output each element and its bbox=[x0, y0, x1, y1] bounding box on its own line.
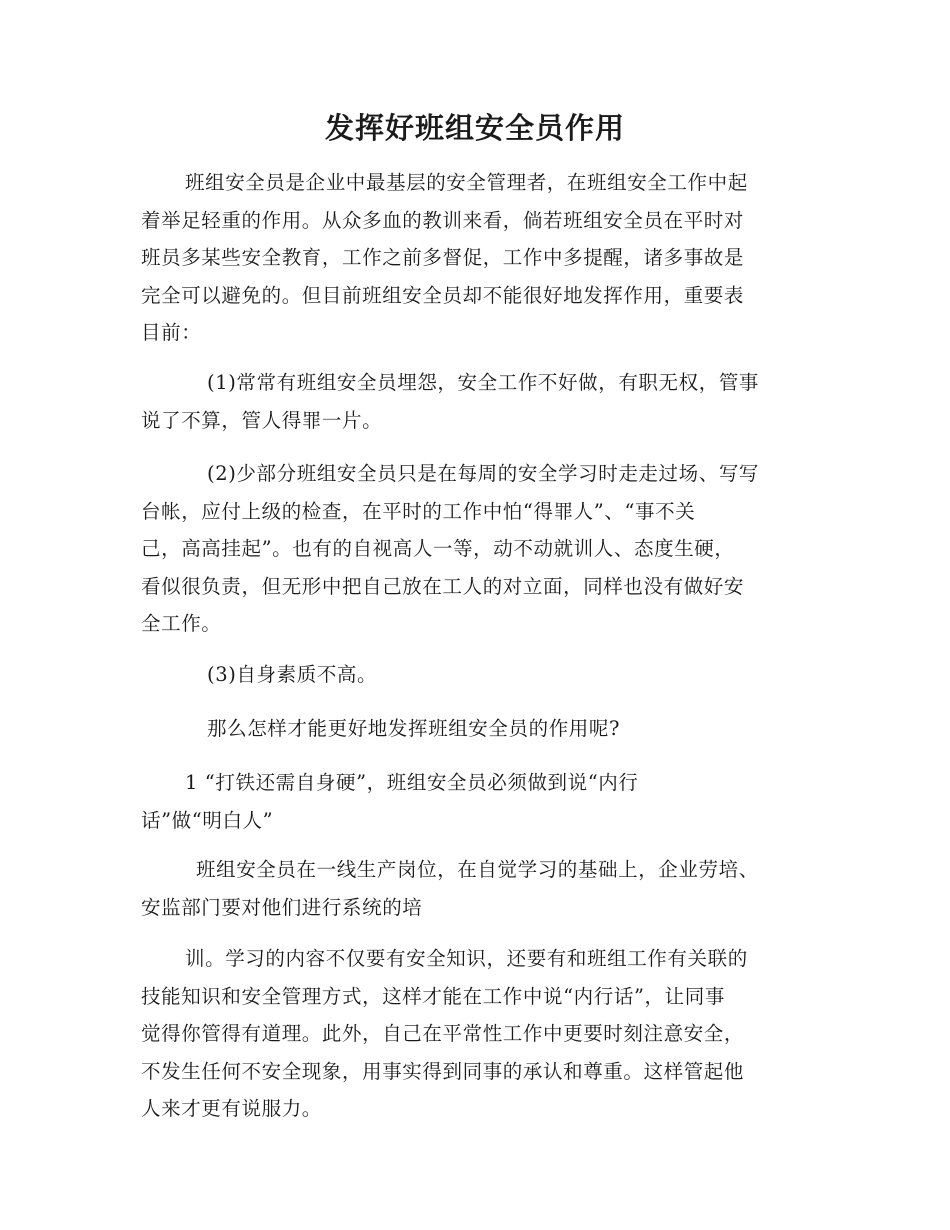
paragraph-point-1 bbox=[141, 364, 805, 439]
section-heading-1 bbox=[141, 764, 805, 839]
paragraph-training-intro bbox=[141, 851, 805, 926]
text-line: 班员多某些安全教育，工作之前多督促，工作中多提醒，诸多事故是 bbox=[141, 246, 745, 269]
text-line: 人来才更有说服力。 bbox=[141, 1097, 322, 1120]
text-line: 台帐，应付上级的检查，在平时的工作中怕“得罪人”、“事不关 bbox=[141, 499, 696, 523]
text-line: 觉得你管得有道理。此外，自己在平常性工作中更要时刻注意安全， bbox=[141, 1022, 745, 1045]
text-line: (3)自身素质不高。 bbox=[207, 663, 378, 686]
text-line: 看似很负责，但无形中把自己放在工人的对立面，同样也没有做好安 bbox=[141, 574, 745, 598]
paragraph-question bbox=[141, 710, 805, 748]
text-line: 那么怎样才能更好地发挥班组安全员的作用呢? bbox=[207, 717, 621, 740]
text-line: 训。学习的内容不仅要有安全知识，还要有和班组工作有关联的 bbox=[185, 947, 748, 970]
text-line: (1)常常有班组安全员埋怨，安全工作不好做，有职无权，管事 bbox=[207, 371, 760, 394]
text-line: 话”做“明白人” bbox=[141, 808, 274, 832]
paragraph-intro bbox=[141, 164, 805, 352]
text-line: 安监部门要对他们进行系统的培 bbox=[141, 895, 423, 919]
text-line: 目前： bbox=[141, 321, 202, 344]
text-line: 着举足轻重的作用。从众多血的教训来看，倘若班组安全员在平时对 bbox=[141, 208, 745, 232]
text-line: 班组安全员是企业中最基层的安全管理者，在班组安全工作中起 bbox=[185, 171, 748, 194]
text-line: (2)少部分班组安全员只是在每周的安全学习时走走过场、写写 bbox=[207, 462, 760, 485]
text-line: 不发生任何不安全现象，用事实得到同事的承认和尊重。这样管起他 bbox=[141, 1059, 745, 1083]
text-line: 全工作。 bbox=[141, 612, 222, 635]
text-line: 班组安全员在一线生产岗位，在自觉学习的基础上，企业劳培、 bbox=[196, 858, 759, 881]
text-line: 己，高高挂起”。也有的自视高人一等，动不动就训人、态度生硬， bbox=[141, 537, 735, 560]
paragraph-point-2 bbox=[141, 455, 805, 643]
page-title: 发挥好班组安全员作用 bbox=[324, 111, 625, 145]
paragraph-training-content bbox=[141, 940, 805, 1128]
text-line: 1 “打铁还需自身硬”，班组安全员必须做到说“内行 bbox=[185, 771, 639, 794]
text-line: 完全可以避免的。但目前班组安全员却不能很好地发挥作用，重要表 bbox=[141, 283, 745, 307]
text-line: 说了不算，管人得罪一片。 bbox=[141, 408, 383, 432]
paragraph-point-3 bbox=[141, 656, 805, 694]
text-line: 技能知识和安全管理方式，这样才能在工作中说“内行话”，让同事 bbox=[141, 984, 725, 1008]
